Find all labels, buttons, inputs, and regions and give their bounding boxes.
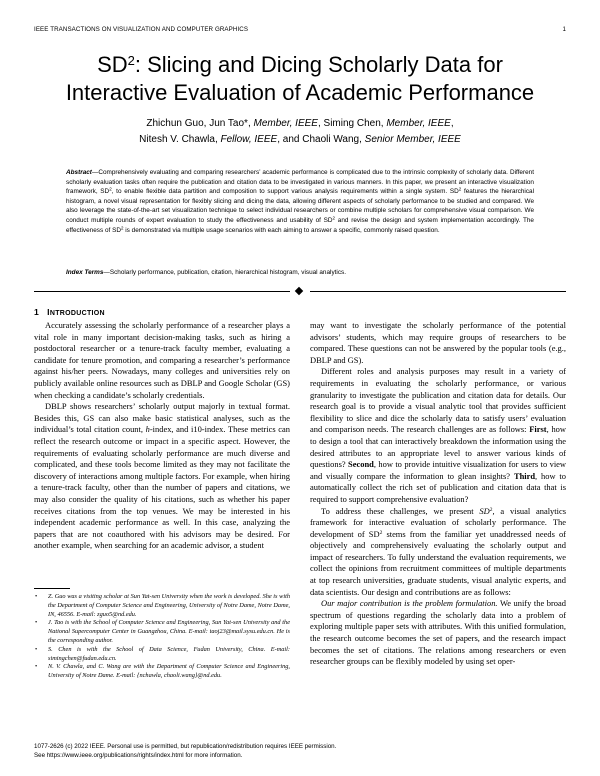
emphasis: Second <box>348 459 374 470</box>
footnote <box>34 646 290 664</box>
emphasis: Third <box>513 470 536 481</box>
section-number: 1 <box>34 307 40 317</box>
paragraph-text: Different roles and analysis purposes may result in a variety of requirements in evaluating the scholarly performance, or various granularity to investigate the publication and citation data for details. Our research goal is to provide a visual analytic tool that provides sufficient flexibility to slice and dice the scholarly data to satisfy users’ evaluation and comparison needs. The research challenges are as follows: <box>310 366 566 435</box>
abstract-text: features the hierarchical histogram, a novel visual representation for flexibly slicing and dicing the data, allowing different aspects of scholarly performance to be studied and compared. We also leverage the state-of-the-art set visualization technique to select individual researchers or combine multiple scholars for comprehensive visual comparison. We conduct multiple rounds of expert evaluation to study the effectiveness and usability of SD <box>66 188 535 224</box>
author-text: Zhichun Guo, Jun Tao*, <box>146 118 254 129</box>
paragraph <box>310 506 566 599</box>
system-name: SD <box>479 505 490 516</box>
superscript: 2 <box>379 529 383 536</box>
title-line-2: Interactive Evaluation of Academic Performance <box>65 80 535 105</box>
paragraph: Accurately assessing the scholarly performance of a researcher plays a vital role in many important decision-making tasks, such as hiring a postdoctoral researcher or a tenure-track faculty member, evaluating a candidate for tenure promotion, and comparing a researcher’s performance against his/her peers. Nowadays, many colleges and universities rely on publicly available online resources such as DBLP and Google Scholar (GS) when checking a candidate’s scholarly credentials. <box>34 320 290 400</box>
copyright-line: 1077-2626 (c) 2022 IEEE. Personal use is permitted, but republication/redistribution requires IEEE permission. <box>34 743 337 750</box>
title-line-1-text: : Slicing and Dicing Scholarly Data for <box>134 52 503 77</box>
footnote-text: Z. Guo was a visiting scholar at Sun Yat-sen University when the work is developed. She is with the Department of Computer Science and Engineering, University of Notre Dame, Notre Dame, IN, 46556. E-mail: zguo5@nd.edu. <box>48 593 290 618</box>
left-column <box>34 320 290 552</box>
author-text: , Siming Chen, <box>317 118 387 129</box>
abstract-text: and revise the design and system implementation accordingly. The effectiveness of SD <box>66 216 534 234</box>
title-superscript: 2 <box>127 53 135 68</box>
section-title-rest: NTRODUCTION <box>49 310 105 317</box>
paragraph-text: , how to provide intuitive visualization for users to view and visually compare the information to glean insights? <box>310 459 566 481</box>
abstract-text: , to enable flexible data partition and composition to support various analysis requirements within a single system. SD <box>111 188 459 196</box>
journal-name: IEEE TRANSACTIONS ON VISUALIZATION AND COMPUTER GRAPHICS <box>34 26 249 33</box>
superscript: 2 <box>489 506 493 513</box>
paragraph <box>310 598 566 668</box>
paragraph-text: , how to automatically collect the rich set of publication and citation data that is required to support comprehensive evaluation? <box>310 470 566 504</box>
author-text: , and Chaoli Wang, <box>277 134 365 145</box>
paper-title <box>40 51 560 107</box>
abstract-text: is demonstrated via multiple usage scenarios with each aiming to answer a specific, commonly raised question. <box>123 226 440 234</box>
author-list <box>40 116 560 148</box>
abstract <box>66 168 534 235</box>
section-title-initial: I <box>47 307 50 317</box>
author-membership: Senior Member, IEEE <box>364 134 461 145</box>
title-prefix: SD <box>97 52 128 77</box>
footnote <box>34 663 290 681</box>
bullet-icon: • <box>35 619 38 627</box>
author-line-1 <box>40 116 560 132</box>
paragraph-text: -index, and i10-index. These metrics can reflect the research outcome or impact in a specific aspect. However, the requirements of evaluating scholarly performance are much diverse and complicated, and these tools become limited as they may not facilitate the discovery of interactions among multiple factors. For example, when hiring a tenure-track faculty, other than the number of papers and citations, we may also consider the quality of his citations, such as whether his paper receives citations from the top venues. We may be interested in his independent academic performance as well. In this case, analyzing the papers that are not coauthored with his advisors may be desired. For another example, when searching for an academic advisor, a student <box>34 424 290 551</box>
divider-line-left <box>34 291 290 292</box>
index-terms-label: Index Terms <box>66 269 104 276</box>
author-line-2 <box>40 132 560 148</box>
author-membership: Member, IEEE <box>253 118 318 129</box>
emphasis: First <box>529 424 547 435</box>
superscript: 2 <box>458 186 462 192</box>
divider-line-right <box>310 291 566 292</box>
italic-lead: Our major contribution is the problem formulation. <box>321 598 498 609</box>
paragraph <box>310 366 566 505</box>
running-head <box>34 26 566 33</box>
superscript: 2 <box>120 225 124 231</box>
index-terms-text: —Scholarly performance, publication, citation, hierarchical histogram, visual analytics. <box>103 269 347 276</box>
title-line-1 <box>40 51 560 79</box>
page-number: 1 <box>562 26 566 33</box>
paragraph: may want to investigate the scholarly performance of the potential advisors’ students, which may require groups of researchers to be compared. These questions can not be answered by the popular tools (e.g., DBLP and GS). <box>310 320 566 365</box>
paragraph-text: We unify the broad spectrum of questions regarding the scholarly data into a problem of exploring multiple paper sets with attributes. With this unified formulation, the research outcome becomes the set of papers, and the research impact becomes the set of citations. The relations among researchers or even researcher groups can be flexibly modeled by using set oper- <box>310 598 566 667</box>
footnote-text: S. Chen is with the School of Data Science, Fudan University, China. E-mail: simingchen@fudan.edu.cn. <box>48 645 290 662</box>
diamond-icon <box>295 287 303 295</box>
author-membership: Fellow, IEEE <box>220 134 278 145</box>
right-column <box>310 320 566 668</box>
paragraph <box>34 401 290 552</box>
bullet-icon: • <box>35 593 38 600</box>
footnote <box>34 593 290 619</box>
h-index-symbol: h <box>145 424 150 435</box>
footnote-text: J. Tao is with the School of Computer Science and Engineering, Sun Yat-sen University and the National Supercomputer Center in Guangzhou, China. E-mail: taoj23@mail.sysu.edu.cn. He is the corresponding author. <box>48 619 290 644</box>
copyright-line: See https://www.ieee.org/publications/rights/index.html for more information. <box>34 751 243 759</box>
author-text: , <box>450 118 454 129</box>
footnote-text: N. V. Chawla, and C. Wang are with the Department of Computer Science and Engineering, University of Notre Dame. E-mail: {nchawla, chaoli.wang}@nd.edu. <box>48 663 290 680</box>
footnotes <box>34 593 290 681</box>
superscript: 2 <box>109 186 112 192</box>
abstract-label: Abstract <box>66 169 92 176</box>
paragraph-text: , a visual analytics framework for interactive evaluation of scholarly performance. The development of SD <box>310 505 566 539</box>
section-divider <box>34 287 566 297</box>
author-text: Nitesh V. Chawla, <box>139 134 221 145</box>
footnote-rule <box>34 588 70 589</box>
paragraph-text: DBLP shows researchers’ scholarly output majorly in textual format. Besides this, GS can also make basic statistical analyses, such as the individual’s total citation count, <box>34 401 290 435</box>
author-membership: Member, IEEE <box>386 118 451 129</box>
section-heading <box>34 307 105 317</box>
superscript: 2 <box>332 215 336 221</box>
paragraph-text: To address these challenges, we present <box>321 505 480 516</box>
abstract-text: —Comprehensively evaluating and comparing researchers’ academic performance is complicated due to the intrinsic complexity of scholarly data. Different scholarly evaluation tasks often require the publication and citation data to be investigated in various manners. In this paper, we present an interactive visualization framework, SD <box>66 169 534 196</box>
bullet-icon: • <box>35 663 38 671</box>
bullet-icon: • <box>35 645 38 653</box>
footnote <box>34 619 290 645</box>
paragraph-text: stems from the familiar yet unaddressed needs of objectively and comprehensively evaluating the scholarly output and impact of researchers. To fully understand the evaluation requirements, we collect the opinions from recruitment committees of multiple departments at top research universities, graduate students, visual analytic experts, and data scientists. Our design and contributions are as follows: <box>310 528 566 597</box>
paragraph-text: , how to design a tool that can interactively breakdown the information using the desired attributes to an appropriate level to answer various kinds of questions? <box>310 424 566 470</box>
index-terms <box>66 268 534 278</box>
copyright-notice <box>34 743 566 760</box>
